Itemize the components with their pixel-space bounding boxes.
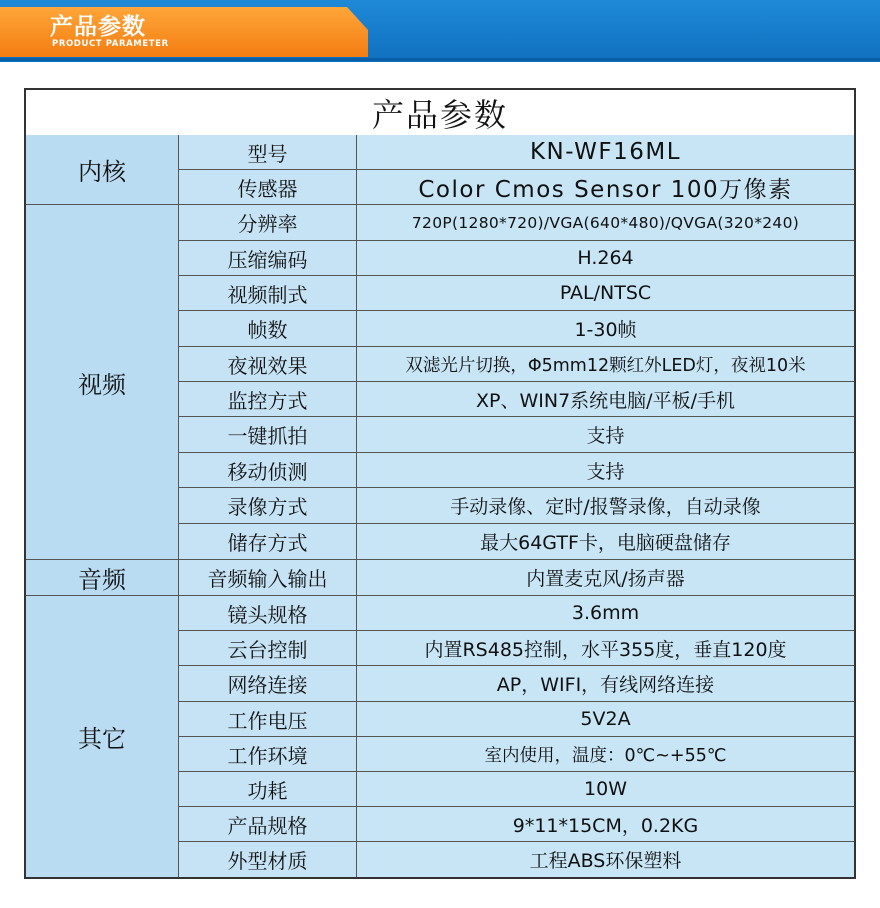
row-label: 工作环境 [179,737,357,772]
row-value: 支持 [357,417,854,453]
row-value: 最大64GTF卡，电脑硬盘储存 [357,524,854,560]
row-label: 镜头规格 [179,596,357,631]
row-value: 手动录像、定时/报警录像，自动录像 [357,488,854,524]
row-value: 3.6mm [357,596,854,631]
row-value: AP，WIFI，有线网络连接 [357,666,854,702]
row-label: 音频输入输出 [179,560,357,596]
row-value: KN-WF16ML [357,135,854,170]
row-label: 云台控制 [179,631,357,666]
header-subtitle: PRODUCT PARAMETER [52,39,169,49]
row-value: 室内使用，温度：0℃~+55℃ [357,737,854,772]
row-label: 型号 [179,135,357,170]
row-label: 产品规格 [179,807,357,842]
row-label: 压缩编码 [179,241,357,276]
category-video: 视频 [26,205,179,560]
row-label: 网络连接 [179,666,357,702]
category-audio: 音频 [26,560,179,596]
row-value: 支持 [357,453,854,488]
row-value: 10W [357,772,854,807]
row-label: 移动侦测 [179,453,357,488]
row-label: 工作电压 [179,702,357,737]
row-label: 外型材质 [179,842,357,877]
table-title: 产品参数 [26,90,854,136]
row-label: 一键抓拍 [179,417,357,453]
row-label: 传感器 [179,170,357,205]
category-core: 内核 [26,135,179,205]
row-value: 720P(1280*720)/VGA(640*480)/QVGA(320*240) [357,205,854,241]
row-label: 夜视效果 [179,347,357,382]
row-value: PAL/NTSC [357,276,854,311]
row-label: 录像方式 [179,488,357,524]
row-value: H.264 [357,241,854,276]
row-value: 双滤光片切换，Φ5mm12颗红外LED灯，夜视10米 [357,347,854,382]
row-label: 帧数 [179,311,357,347]
row-value: 内置麦克风/扬声器 [357,560,854,596]
row-label: 分辨率 [179,205,357,241]
row-value: 1-30帧 [357,311,854,347]
parameter-table [24,88,856,879]
row-label: 视频制式 [179,276,357,311]
row-value: 5V2A [357,702,854,737]
row-label: 储存方式 [179,524,357,560]
row-value: 内置RS485控制，水平355度，垂直120度 [357,631,854,666]
header-banner [0,0,880,62]
row-value: XP、WIN7系统电脑/平板/手机 [357,382,854,417]
row-value: 工程ABS环保塑料 [357,842,854,877]
category-other: 其它 [26,596,179,877]
row-label: 功耗 [179,772,357,807]
row-value: Color Cmos Sensor 100万像素 [357,170,854,205]
header-title: 产品参数 [50,14,146,40]
row-label: 监控方式 [179,382,357,417]
row-value: 9*11*15CM，0.2KG [357,807,854,842]
header-divider [0,58,880,61]
